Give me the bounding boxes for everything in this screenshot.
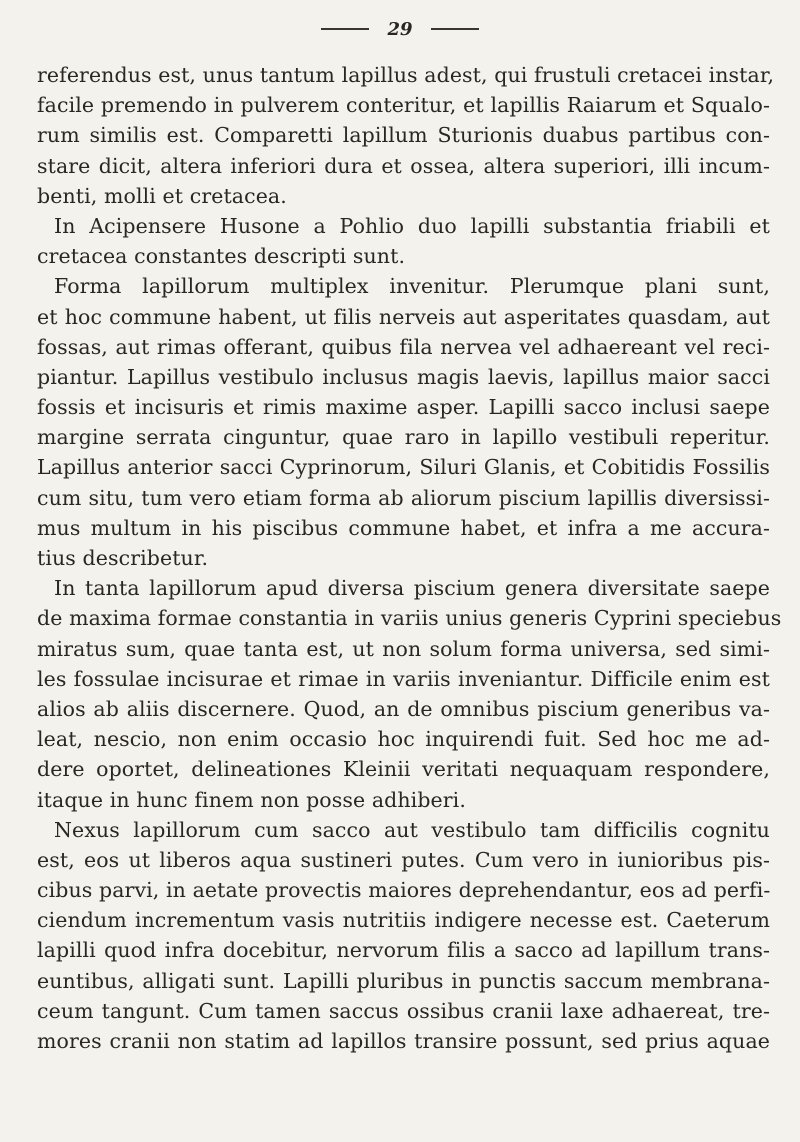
text-line: et hoc commune habent, ut filis nerveis aut asperitates quasdam, aut [37,304,770,329]
header-rule-left [321,28,369,30]
text-line: In Acipensere Husone a Pohlio duo lapilli substantia friabili et [54,213,770,238]
text-line: ceum tangunt. Cum tamen saccus ossibus cranii laxe adhaereat, tre- [37,998,770,1023]
page-number: 29 [387,18,413,40]
text-line: lapilli quod infra docebitur, nervorum filis a sacco ad lapillum trans- [37,938,770,963]
text-line: leat, nescio, non enim occasio hoc inquirendi fuit. Sed hoc me ad- [37,727,770,752]
text-line: alios ab aliis discernere. Quod, an de omnibus piscium generibus va- [37,696,770,721]
text-line: les fossulae incisurae et rimae in variis inveniantur. Difficile enim est [37,666,770,691]
body-text [37,60,782,1056]
text-line: Lapillus anterior sacci Cyprinorum, Siluri Glanis, et Cobitidis Fossilis [37,455,770,480]
text-line: margine serrata cinguntur, quae raro in lapillo vestibuli reperitur. [37,425,770,450]
page-header [0,14,800,44]
text-line: Nexus lapillorum cum sacco aut vestibulo tam difficilis cognitu [54,817,770,842]
text-line: piantur. Lapillus vestibulo inclusus magis laevis, lapillus maior sacci [37,364,770,389]
header-rule-right [431,28,479,30]
text-line: tius describetur. [37,546,209,570]
text-line: itaque in hunc finem non posse adhiberi. [37,787,466,812]
text-line: de maxima formae constantia in variis unius generis Cyprini speciebus [37,606,782,631]
text-line: cibus parvi, in aetate provectis maiores deprehendantur, eos ad perfi- [37,878,771,903]
text-line: est, eos ut liberos aqua sustineri putes. Cum vero in iunioribus pis- [37,847,770,872]
text-line: cretacea constantes descripti sunt. [37,244,406,269]
text-line: ciendum incrementum vasis nutritiis indigere necesse est. Caeterum [37,908,770,933]
text-line: stare dicit, altera inferiori dura et ossea, altera superiori, illi incum- [37,153,770,178]
text-line: facile premendo in pulverem conteritur, et lapillis Raiarum et Squalo- [37,93,770,118]
text-line: fossis et incisuris et rimis maxime asper. Lapilli sacco inclusi saepe [37,395,770,420]
text-line: fossas, aut rimas offerant, quibus fila nervea vel adhaereant vel reci- [37,334,770,359]
text-line: mus multum in his piscibus commune habet, et infra a me accura- [37,515,770,540]
text-line: referendus est, unus tantum lapillus adest, qui frustuli cretacei instar, [37,63,775,87]
text-line: dere oportet, delineationes Kleinii veritati nequaquam respondere, [37,757,770,782]
text-line: In tanta lapillorum apud diversa piscium genera diversitate saepe [54,576,770,601]
text-line: Forma lapillorum multiplex invenitur. Plerumque plani sunt, [54,274,770,299]
text-line: rum similis est. Comparetti lapillum Sturionis duabus partibus con- [37,123,770,148]
text-line: benti, molli et cretacea. [37,183,287,208]
text-line: cum situ, tum vero etiam forma ab aliorum piscium lapillis diversissi- [37,485,770,510]
text-line: miratus sum, quae tanta est, ut non solum forma universa, sed simi- [37,636,770,661]
text-line: euntibus, alligati sunt. Lapilli pluribus in punctis saccum membrana- [37,968,770,993]
text-line: mores cranii non statim ad lapillos transire possunt, sed prius aquae [37,1029,770,1053]
